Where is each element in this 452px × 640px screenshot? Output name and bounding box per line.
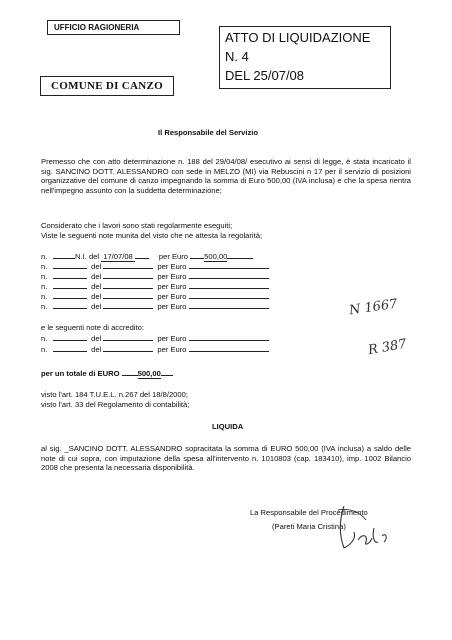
section-title: Il Responsabile del Servizio (158, 128, 259, 137)
handwritten-note-number: N 1667 (348, 296, 399, 319)
note-number: N.I. (75, 252, 87, 261)
liquida-title: LIQUIDA (212, 422, 244, 431)
row-del: del (91, 345, 102, 354)
signature-role: La Responsabile del Procedimento (250, 508, 368, 517)
signature-name: (Pareti Maria Cristina) (272, 522, 346, 531)
row-per-euro: per Euro (157, 292, 187, 301)
row-del: del (91, 334, 102, 343)
consideration-line: Considerato che i lavori sono stati regolarmente eseguiti; (41, 221, 233, 230)
handwritten-signature (330, 498, 400, 558)
consideration-line: Viste le seguenti note munita del visto che ne attesta la regolarità; (41, 230, 263, 240)
act-date: DEL 25/07/08 (225, 68, 305, 83)
row-del: del (91, 302, 102, 311)
visto-line: visto l'art. 184 T.U.E.L. n.267 del 18/8/2000; (41, 390, 188, 399)
row-per-euro: per Euro (158, 252, 189, 261)
row-per-euro: per Euro (157, 272, 187, 281)
note-row (41, 272, 269, 281)
total-label: per un totale di EURO (41, 369, 120, 378)
row-per-euro: per Euro (157, 345, 187, 354)
liquida-paragraph: al sig. _SANCINO DOTT. ALESSANDRO sopracitata la somma di EURO 500,00 (IVA inclusa) a saldo delle note di cui sopra, con imputazione della spesa all'intervento n. 1010803 (cap. 183410), imp. 1002 Bilancio 2008 che presenta la necessaria disponibilità. (41, 444, 411, 472)
row-del: del (91, 282, 102, 291)
note-row (41, 252, 253, 262)
premise-paragraph: Premesso che con atto determinazione n. 188 del 29/04/08/ esecutivo ai sensi di legge, è stata incaricato il sig. SANCINO DOTT. ALESSANDRO con sede in MELZO (MI) via Rebuscini n 17 per il servizio di posizioni organizzative del comune di canzo impegnando la somma di Euro 500,00 (IVA inclusa) e che la spesa rientra nell'impegno assunto con la suddetta determinazione; (41, 157, 411, 195)
row-prefix: n. (41, 262, 48, 271)
credit-row (41, 334, 269, 343)
note-row (41, 262, 269, 271)
office-label: UFFICIO RAGIONERIA (47, 20, 180, 35)
row-prefix: n. (41, 334, 48, 343)
row-per-euro: per Euro (157, 334, 187, 343)
note-amount: 500,00 (204, 252, 228, 261)
credit-row (41, 345, 269, 354)
considerations (41, 221, 411, 240)
row-del: del (88, 252, 100, 261)
row-del: del (91, 262, 102, 271)
row-prefix: n. (41, 302, 48, 311)
note-date: 17/07/08 (103, 252, 133, 261)
comune-label: COMUNE DI CANZO (40, 76, 174, 96)
row-prefix: n. (41, 345, 48, 354)
note-row (41, 282, 269, 291)
row-per-euro: per Euro (157, 302, 187, 311)
row-prefix: n. (41, 282, 48, 291)
total-line (41, 369, 173, 379)
act-header-box (219, 26, 391, 89)
row-prefix: n. (41, 272, 48, 281)
act-title: ATTO DI LIQUIDAZIONE (225, 30, 371, 45)
row-del: del (91, 292, 102, 301)
visto-line: visto l'art. 33 del Regolamento di contabilità; (41, 400, 190, 409)
total-value: 500,00 (137, 369, 161, 378)
row-del: del (91, 272, 102, 281)
note-row (41, 292, 269, 301)
note-row (41, 302, 269, 311)
act-number: N. 4 (225, 49, 249, 64)
handwritten-ref-number: R 387 (366, 336, 408, 359)
row-prefix: n. (41, 252, 48, 261)
row-per-euro: per Euro (157, 262, 187, 271)
row-prefix: n. (41, 292, 48, 301)
credit-intro: e le seguenti note di accredito: (41, 323, 145, 332)
row-per-euro: per Euro (157, 282, 187, 291)
